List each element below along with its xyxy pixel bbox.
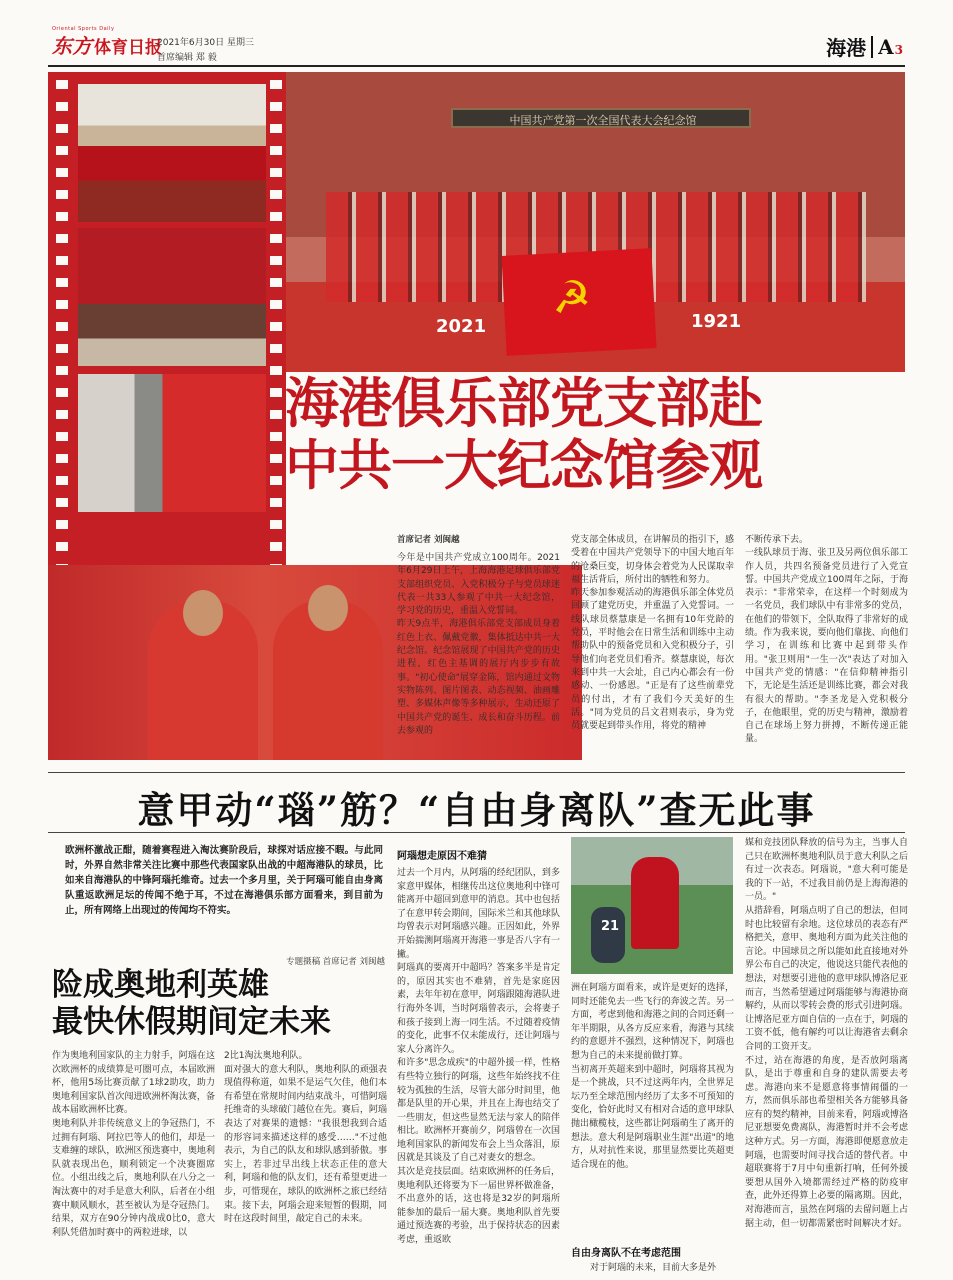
arnautovic-player	[631, 857, 679, 949]
divider-rule	[48, 772, 905, 773]
banner-text: 中国共产党第一次全国代表大会纪念馆	[509, 114, 697, 127]
headline-line-2: 中共一大纪念馆参观	[285, 433, 762, 497]
headline-line-1: 海港俱乐部党支部赴	[285, 371, 762, 435]
divider-rule-2	[48, 832, 905, 833]
article-lead: 欧洲杯激战正酣，随着赛程进入淘汰赛阶段后，球探对话应接不暇。与此同时，外界自然非常关注比赛中那些代表国家队出战的中超海港队的球员，比如来自海港队的中锋阿瑙托维奇。过去一个多月里，关于阿瑙可能自由身离队重返欧洲足坛的传闻不绝于耳，不过在海港俱乐部方面看来，到目前为止，所有网络上出现过的传闻均不符实。	[65, 845, 383, 916]
section-label	[826, 32, 903, 61]
newspaper-logo	[52, 30, 162, 59]
film-perforations-right	[270, 80, 282, 605]
section-name: 海港	[826, 36, 867, 60]
subhead-austria-hero: 险成奥地利英雄 最快休假期间定未来	[52, 967, 331, 1040]
photo-exhibition-hall-2	[78, 228, 266, 366]
photo-exhibition-hall-3	[78, 374, 266, 512]
goalkeeper	[591, 907, 625, 963]
masthead-rule	[48, 65, 905, 67]
player-head-right	[308, 585, 348, 631]
logo-english: Oriental Sports Daily	[52, 26, 115, 32]
logo-paper-name: 体育日报	[94, 38, 162, 58]
article2-col-c: 过去一个月内，从阿瑙的经纪团队，到多家意甲媒体，相继传出这位奥地利中锋可能离开中超回到意甲的消息。其中也包括了在意甲转会期间，国际米兰和其他球队均曾表示对阿瑙感兴趣。正因如此，外界开始揣测阿瑙离开海港一事是否八字有一撇。 阿瑙真的要离开中超吗？答案多半是肯定的，原因其实也不难猜，首先是家庭因素，去年年初在意甲，阿瑙跟随海港队进行海外冬训，当时阿瑙曾表示，会将妻子和孩子接到上海一同生活。不过随着疫情的变化，此事不仅未能成行，还让阿瑙与家人分离许久。 和许多"思念成疾"的中超外援一样，性格有些特立独行的阿瑙，这些年始终找不住较为孤独的生活，尽管大部分时间里，他都是队里的开心果，并且在上海也结交了一些朋友，但这些显然无法与家人的陪伴相比。欧洲杯开赛前夕，阿瑙曾在一次国地利国家队的新闻发布会上当众落泪，原因就是其谈及了自己对妻女的想念。 其次是竞技层面。结束欧洲杯的任务后，奥地利队还将要为下一届世界杯做准备，不出意外的话，这也将是32岁的阿瑙所能参加的最后一届大赛。奥地利队首先要通过预选赛的考验，出于保持状态的因素考虑，重返欧	[397, 868, 560, 1246]
byline-top: 首席记者 刘闽越	[397, 535, 460, 545]
article2-col-e: 媒和竞技团队释放的信号为主，当事人自己只在欧洲杯奥地利队员于意大利队之后有过一次表态。阿瑙说，"意大利可能是我的下一站，不过我目前仍是上海海港的一员。" 从措辞看，阿瑙点明了自己的想法，但同时也比较留有余地。这位球员的表态有严格把关，意甲、奥地利方面为此关注他的言论。中国球员之所以能如此直接地对外界公布自己的决定，他说这只能代表他的想法，对想要引进他的意甲球队博洛尼亚而言，当然希望通过阿瑙能够与海港协商解约，从而以零转会费的形式引进阿瑙。让博洛尼亚方面自信的一点在于，阿瑙的工资不低，他有解约可以让海港省去剩余合同的工资开支。 不过，站在海港的角度，是否放阿瑙离队，是出于尊重和自身的建队需要去考虑。海港向来不是愿意将事情闹僵的一方，然而俱乐部也希望相关各方能够具备应有的契约精神，目前来看，阿瑙或博洛尼亚想要免费离队，海港暂时并不会考虑这种方式。另一方面，海港即便愿意放走阿瑙，也需要时间寻找合适的替代者。中超联赛将于7月中旬重新打响，任何外援要想从国外入境都需经过严格的防疫审查，此外还得算上必要的隔离期。因此，对海港而言，虽然在阿瑙的去留问题上占据主动，但一切都需紧密时间解决才好。	[745, 838, 908, 1229]
article2-col-d: 洲在阿瑙方面看来，或许是更好的选择，同时还能免去一些飞行的奔波之苦。另一方面，考虑到他和海港之间的合同还剩一年半期限，从各方反应来看，海港与其续约的意愿并不强烈，这种情况下，阿瑙也想为自己的未来提前做打算。 当初离开英超来到中超时，阿瑙将其视为是一个挑战，只不过这两年内，全世界足坛乃至全球范围内经历了太多不可预知的变化，恰好此时又有相对合适的意甲球队抛出橄榄枝，这些都让阿瑙萌生了离开的想法。意大利是阿瑙职业生涯"出道"的地方，从对抗性来说，那里显然要比英超更适合现在的他。	[571, 983, 734, 1170]
masthead	[0, 0, 953, 70]
page-number: A3	[878, 34, 903, 59]
subhead-reasons: 阿瑙想走原因不难猜	[397, 851, 487, 862]
photo-exhibition-hall-1	[78, 84, 266, 222]
photo-group-with-party-flag	[286, 72, 905, 372]
photo-arnautovic-match	[571, 837, 733, 974]
jersey-1921: 1921	[691, 311, 742, 332]
headline-arnautovic: 意甲动“瑙”筋？“自由身离队”查无此事	[137, 788, 816, 832]
article-top-col-2: 党支部全体成员，在讲解员的指引下，感受着在中国共产党领导下的中国大地百年的沧桑巨变，切身体会着党为人民谋取幸福生活背后，所付出的牺牲和努力。 昨天参加参观活动的海港俱乐部全体党员回顾了建党历史，并重温了入党誓词。一线队球员蔡慧康是一名拥有10年党龄的党员，平时他会在日常生活和训练中主动帮助队中的预备党员和入党积极分子，引导他们向老党员们看齐。蔡慧康说，每次来到中共一大会址，自己内心都会有一份感动、一份感恩。"正是有了这些前辈党员的付出，才有了我们今天美好的生活。"同为党员的吕文君则表示，身为党员就要起到带头作用，将党的精神	[571, 535, 734, 732]
article-top-col-1: 今年是中国共产党成立100周年。2021年6月29日上午，上海海港足球俱乐部党支部组织党员、入党积极分子与党员球迷代表一共33人参观了中共一大纪念馆，学习党的历史，重温入党誓词。 昨天9点半，海港俱乐部党支部成员身着红色上衣、佩戴党徽，集体抵达中共一大纪念馆。纪念馆展现了中国共产党的历史进程，红色主基调的展厅内步步有故事。"初心使命"展穿金陈，馆内通过文物实物陈列、图片图表、动态视频、油画雕塑、多媒体声像等多种展示，生动还原了中国共产党的诞生、成长和奋斗历程。前去参观的	[397, 553, 560, 736]
subhead-free-transfer: 自由身离队不在考虑范围	[571, 1248, 681, 1259]
article2-col-a: 作为奥地利国家队的主力射手，阿瑙在这次欧洲杯的成绩算是可圈可点，本届欧洲杯，他用5场比赛贡献了1球2助攻，助力奥地利国家队首次闯进欧洲杯淘汰赛，备战本届欧洲杯比赛。 奥地利队并非传统意义上的争冠热门，不过拥有阿瑙、阿拉巴等人的他们，却是一支难缠的球队，欧洲区预选赛中，奥地利队就表现出色，顺利锁定一个决赛圈席位。小组出线之后，奥地利队在八分之一淘汰赛中的对手是意大利队，后者在小组赛中顺风顺水，甚至被认为是夺冠热门。结果，双方在90分钟内战成0比0，意大利队凭借加时赛中的两粒进球，以	[52, 1051, 215, 1238]
jersey-number: 21	[601, 919, 620, 934]
film-perforations-left	[56, 80, 68, 605]
article2-col-b: 2比1淘汰奥地利队。 面对强大的意大利队，奥地利队的顽强表现值得称道，如果不是运气欠佳，他们本有希望在常规时间内结束战斗，可惜阿瑙托维奇的头球破门越位在先。赛后，阿瑙表达了对赛果的遗憾："我很想我到合适的形容词来描述这样的感受……"不过他表示，为自己的队友和球队感到骄傲。事实上，若非过早出线上状态正佳的意大利，阿瑙和他的队友们，还有希望更进一步，可惜现在，球队的欧洲杯之旅已经结束。接下去，阿瑙会迎来短暂的假期，同时在这段时间里，敲定自己的未来。	[224, 1051, 387, 1225]
headline-main	[285, 372, 915, 496]
issue-date: 2021年6月30日 星期三	[157, 38, 254, 48]
issue-meta	[157, 36, 254, 66]
article-top-col-3: 不断传承下去。 一线队球员于海、张卫及另两位俱乐部工作人员，共四名预备党员进行了入党宣誓。中国共产党成立100周年之际，于海表示："非常荣幸，在这样一个时刻成为一名党员，我们球队中有非常多的党员，在他们的带领下，全队取得了非常好的成绩。作为我来说，要向他们靠拢、向他们学习，在训练和比赛中起到带头作用。"张卫则用"一生一次"表达了对加入中国共产党的情感："在信仰精神指引下，无论是生活还是训练比赛，都会对我有很大的帮助。"李圣龙是入党积极分子，在他眼里，党的历史与精神，激励着自己在球场上努力拼搏，不断传递正能量。	[745, 535, 908, 745]
article2-col-d-tail: 对于阿瑙的未来，目前大多是外	[590, 1263, 717, 1273]
chief-editor: 首席编辑 郑 毅	[157, 53, 217, 63]
player-head-left	[183, 590, 223, 636]
logo-east: 东方	[52, 34, 92, 58]
jersey-2021: 2021	[436, 316, 487, 337]
byline-article2: 专题摄稿 首席记者 刘闽越	[286, 957, 385, 967]
section-divider	[871, 36, 873, 58]
